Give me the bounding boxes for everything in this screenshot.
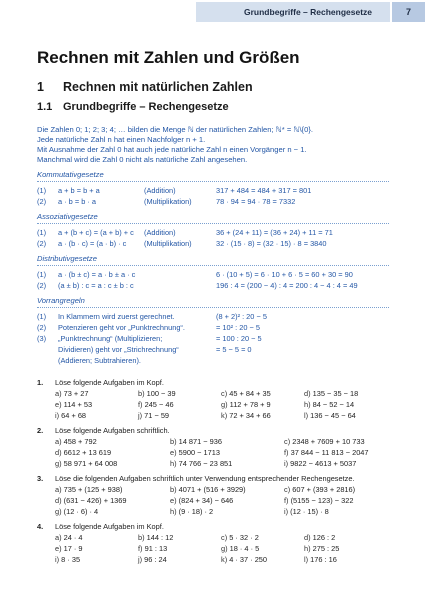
rule-example: = 10² : 20 − 5 <box>216 323 260 332</box>
law-formula: a + b = b + a <box>58 186 100 195</box>
rule-number: (3) <box>37 334 47 343</box>
rule-number: (1) <box>37 312 47 321</box>
exercise-item: b) 100 − 39 <box>138 389 176 398</box>
law-example: 78 · 94 = 94 · 78 = 7332 <box>216 197 296 206</box>
exercise-item: e) 5900 − 1713 <box>170 448 220 457</box>
exercise-item: d) (631 − 426) + 1369 <box>55 496 127 505</box>
law-formula: a · (b ± c) = a · b ± a · c <box>58 270 136 279</box>
intro-line: Die Zahlen 0; 1; 2; 3; 4; … bilden die Menge ℕ der natürlichen Zahlen; ℕ* = ℕ\{0}. <box>37 125 313 134</box>
exercise-item: f) 91 : 13 <box>138 544 168 553</box>
exercise-item: i) (12 · 15) · 8 <box>284 507 329 516</box>
rule-example: = 100 : 20 − 5 <box>216 334 262 343</box>
law-number: (1) <box>37 270 47 279</box>
divider <box>37 307 389 308</box>
divider <box>37 181 389 182</box>
rule-text: Dividieren) geht vor „Strichrechnung“ <box>58 345 179 354</box>
law-name: (Multiplikation) <box>144 197 192 206</box>
law-number: (2) <box>37 281 47 290</box>
law-name: (Multiplikation) <box>144 239 192 248</box>
law-number: (2) <box>37 239 47 248</box>
law-number: (2) <box>37 197 47 206</box>
exercise-item: e) 114 + 53 <box>55 400 93 409</box>
rule-text: „Punktrechnung“ (Multiplizieren; <box>58 334 163 343</box>
exercise-item: k) 4 · 37 · 250 <box>221 555 268 564</box>
subsection-number: 1.1 <box>37 101 53 113</box>
law-heading-distributiv: Distributivgesetze <box>37 254 97 263</box>
exercise-item: a) 458 + 792 <box>55 437 97 446</box>
law-heading-assoziativ: Assoziativgesetze <box>37 212 98 221</box>
exercise-item: h) 74 766 − 23 851 <box>170 459 233 468</box>
exercise-item: e) (824 + 34) − 646 <box>170 496 234 505</box>
exercise-item: f) (5155 − 123) − 322 <box>284 496 354 505</box>
exercise-item: l) 176 : 16 <box>304 555 337 564</box>
exercise-number: 4. <box>37 522 44 531</box>
page-number: 7 <box>392 2 425 22</box>
law-example: 36 + (24 + 11) = (36 + 24) + 11 = 71 <box>216 228 333 237</box>
law-example: 317 + 484 = 484 + 317 = 801 <box>216 186 312 195</box>
exercise-item: a) 735 + (125 + 938) <box>55 485 123 494</box>
exercise-item: b) 4071 + (516 + 3929) <box>170 485 246 494</box>
divider <box>37 265 389 266</box>
section-heading <box>37 80 253 94</box>
exercise-instruction: Löse folgende Aufgaben schriftlich. <box>55 426 170 435</box>
exercise-item: i) 8 · 35 <box>55 555 81 564</box>
rule-text: Potenzieren geht vor „Punktrechnung“. <box>58 323 185 332</box>
law-formula: a + (b + c) = (a + b) + c <box>58 228 134 237</box>
law-example: 6 · (10 + 5) = 6 · 10 + 6 · 5 = 60 + 30 = 90 <box>216 270 353 279</box>
subsection-heading <box>37 101 229 113</box>
exercise-item: b) 144 : 12 <box>138 533 174 542</box>
law-formula: (a ± b) : c = a : c ± b : c <box>58 281 134 290</box>
rule-example: (8 + 2)² : 20 − 5 <box>216 312 267 321</box>
exercise-instruction: Löse folgende Aufgaben im Kopf. <box>55 522 164 531</box>
section-number: 1 <box>37 80 44 94</box>
exercise-item: f) 37 844 − 11 813 − 2047 <box>284 448 369 457</box>
rule-number: (2) <box>37 323 47 332</box>
exercise-item: i) 9822 − 4613 + 5037 <box>284 459 357 468</box>
exercise-instruction: Löse die folgenden Aufgaben schriftlich unter Verwendung entsprechender Rechengesetze. <box>55 474 355 483</box>
exercise-item: e) 17 · 9 <box>55 544 83 553</box>
exercise-item: h) 275 : 25 <box>304 544 340 553</box>
law-name: (Addition) <box>144 186 176 195</box>
law-example: 196 : 4 = (200 − 4) : 4 = 200 : 4 − 4 : 4 = 49 <box>216 281 358 290</box>
exercise-item: j) 71 − 59 <box>138 411 170 420</box>
law-heading-vorrang: Vorrangregeln <box>37 296 85 305</box>
exercise-number: 2. <box>37 426 44 435</box>
subsection-title: Grundbegriffe – Rechengesetze <box>63 101 229 113</box>
law-name: (Addition) <box>144 228 176 237</box>
law-example: 32 · (15 · 8) = (32 · 15) · 8 = 3840 <box>216 239 327 248</box>
exercise-item: k) 72 + 34 + 66 <box>221 411 271 420</box>
rule-example: = 5 − 5 = 0 <box>216 345 252 354</box>
exercise-item: g) 58 971 + 64 008 <box>55 459 118 468</box>
exercise-number: 3. <box>37 474 44 483</box>
law-number: (1) <box>37 228 47 237</box>
intro-line: Manchmal wird die Zahl 0 nicht als natürliche Zahl angesehen. <box>37 155 248 164</box>
law-number: (1) <box>37 186 47 195</box>
exercise-item: f) 245 − 46 <box>138 400 174 409</box>
section-title: Rechnen mit natürlichen Zahlen <box>63 80 253 94</box>
exercise-item: d) 135 − 35 − 18 <box>304 389 359 398</box>
exercise-number: 1. <box>37 378 44 387</box>
exercise-item: h) (9 · 18) · 2 <box>170 507 214 516</box>
header-section-title: Grundbegriffe – Rechengesetze <box>244 7 373 17</box>
running-header <box>0 0 425 24</box>
exercise-item: d) 6612 + 13 619 <box>55 448 112 457</box>
exercise-item: g) 18 · 4 · 5 <box>221 544 260 553</box>
exercise-item: c) 2348 + 7609 + 10 733 <box>284 437 365 446</box>
exercise-item: h) 84 − 52 − 14 <box>304 400 355 409</box>
rule-text: In Klammern wird zuerst gerechnet. <box>58 312 175 321</box>
exercise-item: g) 112 + 78 + 9 <box>221 400 271 409</box>
exercise-item: c) 45 + 84 + 35 <box>221 389 271 398</box>
exercise-item: c) 5 · 32 · 2 <box>221 533 259 542</box>
exercise-item: g) (12 · 6) · 4 <box>55 507 99 516</box>
exercise-item: a) 24 · 4 <box>55 533 83 542</box>
exercise-item: d) 126 : 2 <box>304 533 336 542</box>
law-formula: a · (b · c) = (a · b) · c <box>58 239 127 248</box>
rule-text: (Addieren; Subtrahieren). <box>58 356 141 365</box>
intro-line: Mit Ausnahme der Zahl 0 hat auch jede natürliche Zahl n einen Vorgänger n − 1. <box>37 145 307 154</box>
law-formula: a · b = b · a <box>58 197 96 206</box>
law-heading-kommutativ: Kommutativgesetze <box>37 170 104 179</box>
exercise-item: i) 64 + 68 <box>55 411 87 420</box>
exercise-item: a) 73 + 27 <box>55 389 89 398</box>
exercise-item: l) 136 − 45 − 64 <box>304 411 356 420</box>
exercise-item: b) 14 871 − 936 <box>170 437 222 446</box>
intro-line: Jede natürliche Zahl n hat einen Nachfolger n + 1. <box>37 135 206 144</box>
divider <box>37 223 389 224</box>
exercise-instruction: Löse folgende Aufgaben im Kopf. <box>55 378 164 387</box>
exercise-item: j) 96 : 24 <box>138 555 167 564</box>
chapter-title: Rechnen mit Zahlen und Größen <box>37 48 300 67</box>
exercise-item: c) 607 + (393 + 2816) <box>284 485 356 494</box>
